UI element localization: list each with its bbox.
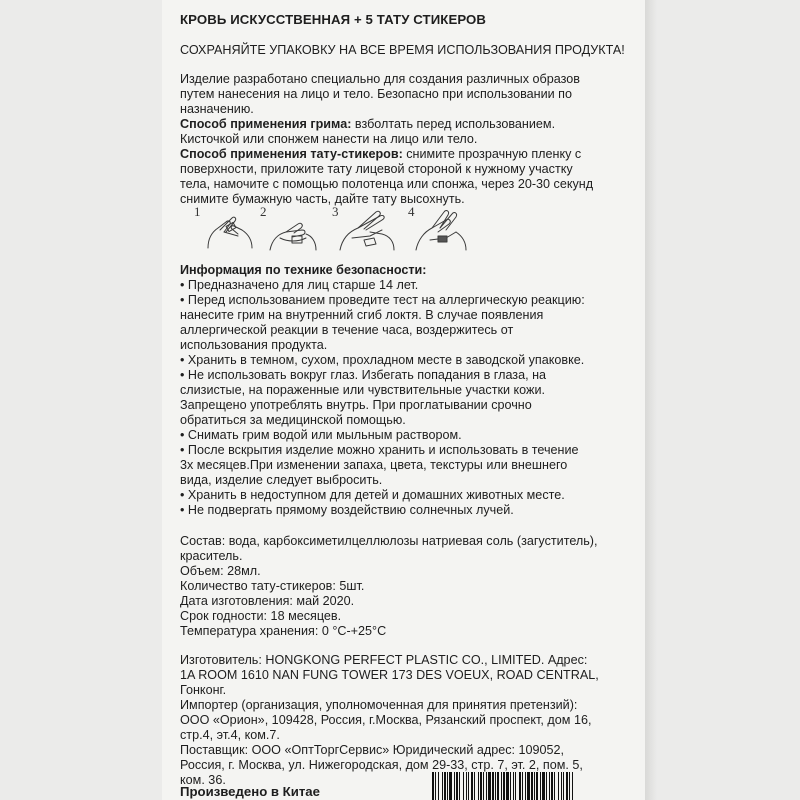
safety-line: слизистые, на пораженные или чувствительные участки кожи. <box>180 383 545 397</box>
step-1-hands-icon <box>208 217 252 248</box>
safety-line: использования продукта. <box>180 338 328 352</box>
barcode-bar <box>549 772 550 800</box>
tattoo-steps-illustration <box>194 202 474 254</box>
step-number: 2 <box>260 204 267 219</box>
volume-line: Объем: 28мл. <box>180 564 261 578</box>
tattoo-instruction-line: тела, намочите с помощью полотенца или спонжа, через 20-30 секунд <box>180 177 594 191</box>
step-number: 4 <box>408 204 415 219</box>
barcode-bar <box>488 772 491 800</box>
barcode-bar <box>558 772 559 800</box>
barcode-bar <box>459 772 460 800</box>
tattoo-instruction-line: снимите бумажную часть, дайте тату высохнуть. <box>180 192 465 206</box>
manufacturer-line: Гонконг. <box>180 683 227 697</box>
barcode-bar <box>510 772 511 800</box>
barcode-bar <box>561 772 562 800</box>
tattoo-instruction: снимите прозрачную пленку с <box>402 147 582 161</box>
barcode-bar <box>522 772 523 800</box>
barcode-bar <box>540 772 541 800</box>
barcode-bar <box>519 772 521 800</box>
barcode-bar <box>534 772 535 800</box>
barcode-bar <box>542 772 545 800</box>
keep-package-notice: СОХРАНЯЙТЕ УПАКОВКУ НА ВСЕ ВРЕМЯ ИСПОЛЬЗОВАНИЯ ПРОДУКТА! <box>180 43 625 57</box>
safety-line: вида, изделие следует выбросить. <box>180 473 383 487</box>
barcode-bar <box>566 772 568 800</box>
importer-line: ООО «Орион», 109428, Россия, г.Москва, Рязанский проспект, дом 16, <box>180 713 592 727</box>
barcode <box>432 772 574 800</box>
sticker-count-line: Количество тату-стикеров: 5шт. <box>180 579 365 593</box>
manufacturer-line: 1A ROOM 1610 NAN FUNG TOWER 173 DES VOEUX, ROAD CENTRAL, <box>180 668 599 682</box>
barcode-bar <box>525 772 526 800</box>
barcode-bar <box>513 772 514 800</box>
safety-line: 3х месяцев.При изменении запаха, цвета, текстуры или внешнего <box>180 458 568 472</box>
barcode-bar <box>468 772 469 800</box>
safety-line: • Хранить в темном, сухом, прохладном месте в заводской упаковке. <box>180 353 585 367</box>
barcode-bar <box>554 772 555 800</box>
barcode-bar <box>454 772 455 800</box>
composition-line: Состав: вода, карбоксиметилцеллюлозы натриевая соль (загуститель), <box>180 534 598 548</box>
step-3-hands-icon <box>340 211 394 250</box>
barcode-bar <box>486 772 487 800</box>
barcode-bar <box>531 772 533 800</box>
barcode-bar <box>569 772 570 800</box>
barcode-bar <box>474 772 475 800</box>
barcode-bar <box>438 772 439 800</box>
barcode-bar <box>478 772 479 800</box>
barcode-bar <box>466 772 467 800</box>
supplier-line: Поставщик: ООО «ОптТоргСервис» Юридический адрес: 109052, <box>180 743 565 757</box>
barcode-bar <box>471 772 473 800</box>
storage-temp-line: Температура хранения: 0 °С-+25°С <box>180 624 387 638</box>
makeup-usage <box>180 117 620 132</box>
barcode-bar <box>563 772 564 800</box>
description-line: назначению. <box>180 102 254 116</box>
label-card-edge <box>645 0 657 800</box>
safety-line: • Не подвергать прямому воздействию солнечных лучей. <box>180 503 514 517</box>
barcode-bar <box>480 772 482 800</box>
barcode-bar <box>444 772 446 800</box>
safety-line: • Хранить в недоступном для детей и домашних животных месте. <box>180 488 565 502</box>
barcode-bar <box>551 772 553 800</box>
importer-line: стр.4, эт.4, ком.7. <box>180 728 280 742</box>
safety-line: • Снимать грим водой или мыльным раствором. <box>180 428 462 442</box>
barcode-bar <box>536 772 538 800</box>
barcode-bar <box>572 772 573 800</box>
barcode-bar <box>495 772 496 800</box>
makeup-heading: Способ применения грима: <box>180 117 352 131</box>
barcode-bar <box>527 772 530 800</box>
safety-line: • Не использовать вокруг глаз. Избегать попадания в глаза, на <box>180 368 547 382</box>
safety-line: нанесите грим на внутренний сгиб локтя. В случае появления <box>180 308 544 322</box>
step-number: 1 <box>194 204 201 219</box>
barcode-bar <box>449 772 452 800</box>
supplier-line: Россия, г. Москва, ул. Нижегородская, дом 29-33, стр. 7, эт. 2, пом. 5, <box>180 758 583 772</box>
safety-line: • Перед использованием проведите тест на аллергическую реакцию: <box>180 293 585 307</box>
product-title: КРОВЬ ИСКУССТВЕННАЯ + 5 ТАТУ СТИКЕРОВ <box>180 12 487 27</box>
safety-line: аллергической реакции в течение часа, воздержитесь от <box>180 323 514 337</box>
composition-line: краситель. <box>180 549 243 563</box>
importer-line: Импортер (организация, уполномоченная для принятия претензий): <box>180 698 578 712</box>
barcode-bar <box>456 772 458 800</box>
safety-line: обратиться за медицинской помощью. <box>180 413 406 427</box>
barcode-bar <box>546 772 547 800</box>
description-line: путем нанесения на лицо и тело. Безопасно при использовании по <box>180 87 572 101</box>
manufacturer-line: Изготовитель: HONGKONG PERFECT PLASTIC CO., LIMITED. Адрес: <box>180 653 588 667</box>
makeup-instruction: взболтать перед использованием. <box>351 117 556 131</box>
description-line: Изделие разработано специально для создания различных образов <box>180 72 580 86</box>
safety-line: • После вскрытия изделие можно хранить и использовать в течение <box>180 443 579 457</box>
tattoo-usage <box>180 147 620 162</box>
barcode-bar <box>503 772 505 800</box>
tattoo-instruction-line: поверхности, приложите тату лицевой стороной к нужному участку <box>180 162 573 176</box>
safety-heading: Информация по технике безопасности: <box>180 263 427 277</box>
barcode-bar <box>483 772 484 800</box>
barcode-bar <box>435 772 436 800</box>
safety-line: • Предназначено для лиц старше 14 лет. <box>180 278 419 292</box>
step-2-hands-icon <box>270 223 316 250</box>
shelf-life-line: Срок годности: 18 месяцев. <box>180 609 342 623</box>
manufacture-date-line: Дата изготовления: май 2020. <box>180 594 355 608</box>
barcode-bar <box>432 772 434 800</box>
barcode-bar <box>442 772 443 800</box>
barcode-bar <box>497 772 499 800</box>
barcode-bar <box>463 772 464 800</box>
tattoo-heading: Способ применения тату-стикеров: <box>180 147 403 161</box>
barcode-bar <box>492 772 494 800</box>
barcode-bar <box>506 772 509 800</box>
makeup-instruction-line: Кисточкой или спонжем нанести на лицо или тело. <box>180 132 478 146</box>
safety-line: Запрещено употреблять внутрь. При проглатывании срочно <box>180 398 532 412</box>
step-4-hands-icon <box>416 211 466 250</box>
barcode-bar <box>501 772 502 800</box>
supplier-line: ком. 36. <box>180 773 226 787</box>
barcode-bar <box>515 772 516 800</box>
barcode-bar <box>447 772 448 800</box>
step-number: 3 <box>332 204 339 219</box>
country-of-origin: Произведено в Китае <box>180 784 320 799</box>
